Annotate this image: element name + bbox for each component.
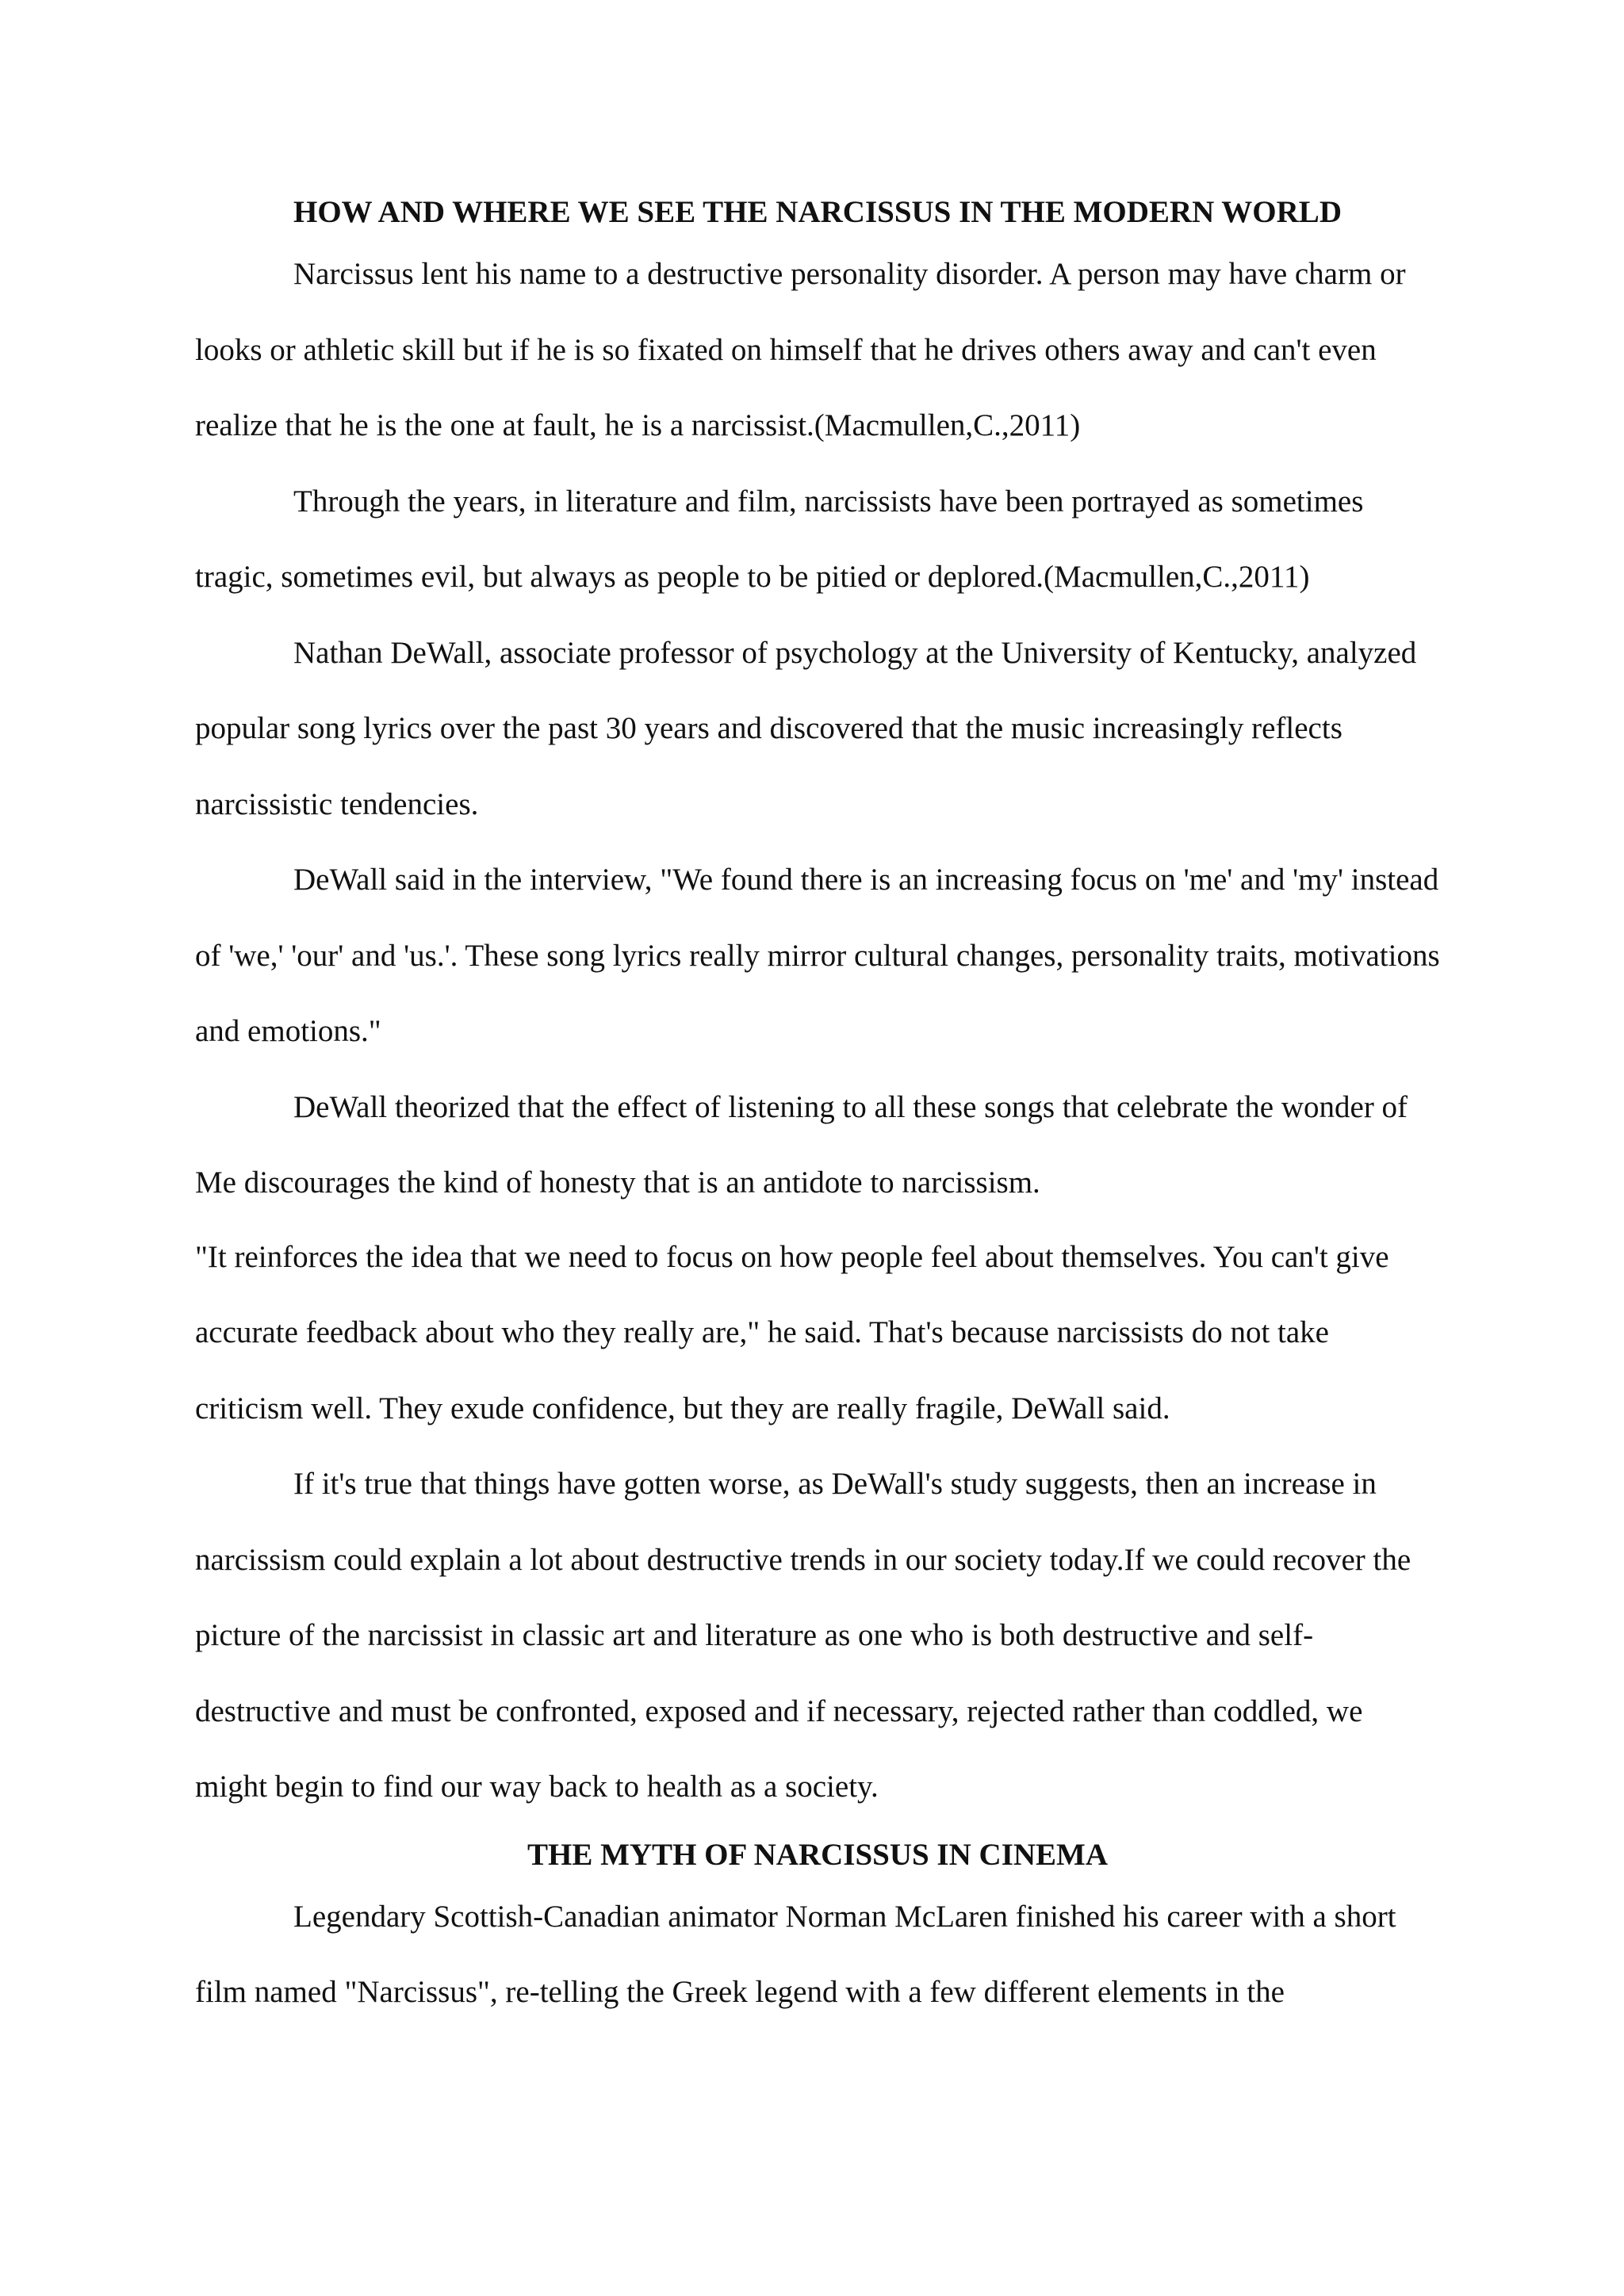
- paragraph-dewall-theory: DeWall theorized that the effect of listening to all these songs that celebrate the wonder of Me discourages the kind of honesty that is an antidote to narcissism.: [195, 1089, 1408, 1200]
- paragraph-dewall-quote: "It reinforces the idea that we need to focus on how people feel about themselves. You can't give accurate feedback about who they really are," he said. That's because narcissists do not take criticism well. They exude confidence, but they are really fragile, DeWall said.: [195, 1239, 1389, 1425]
- paragraph-dewall-study: Nathan DeWall, associate professor of psychology at the University of Kentucky, analyzed popular song lyrics over the past 30 years and discovered that the music increasingly reflects narcissistic tendencies.: [195, 635, 1417, 821]
- paragraph-dewall-interview: DeWall said in the interview, "We found there is an increasing focus on 'me' and 'my' instead of 'we,' 'our' and 'us.'. These song lyrics really mirror cultural changes, personality traits, motivations and emotions.": [195, 863, 1440, 1048]
- paragraph-literature-film: Through the years, in literature and film, narcissists have been portrayed as sometimes tragic, sometimes evil, but always as people to be pitied or deplored.(Macmullen,C.,2011): [195, 484, 1364, 594]
- paragraph-destructive-trends: If it's true that things have gotten worse, as DeWall's study suggests, then an increase in narcissism could explain a lot about destructive trends in our society today.If we could recover the picture of the narcissist in classic art and literature as one who is both destructive and self-destructive and must be confronted, exposed and if necessary, rejected rather than coddled, we might begin to find our way back to health as a society.: [195, 1467, 1411, 1804]
- document-body: [195, 189, 1440, 2030]
- paragraph-mclaren: Legendary Scottish-Canadian animator Norman McLaren finished his career with a short film named "Narcissus", re-telling the Greek legend with a few different elements in the: [195, 1899, 1396, 2009]
- paragraph-narcissus-disorder: Narcissus lent his name to a destructive personality disorder. A person may have charm or looks or athletic skill but if he is so fixated on himself that he drives others away and can't even realize that he is the one at fault, he is a narcissist.(Macmullen,C.,2011): [195, 257, 1406, 442]
- section-heading-cinema: THE MYTH OF NARCISSUS IN CINEMA: [527, 1837, 1109, 1872]
- section-heading-modern-world: HOW AND WHERE WE SEE THE NARCISSUS IN THE MODERN WORLD: [293, 195, 1342, 229]
